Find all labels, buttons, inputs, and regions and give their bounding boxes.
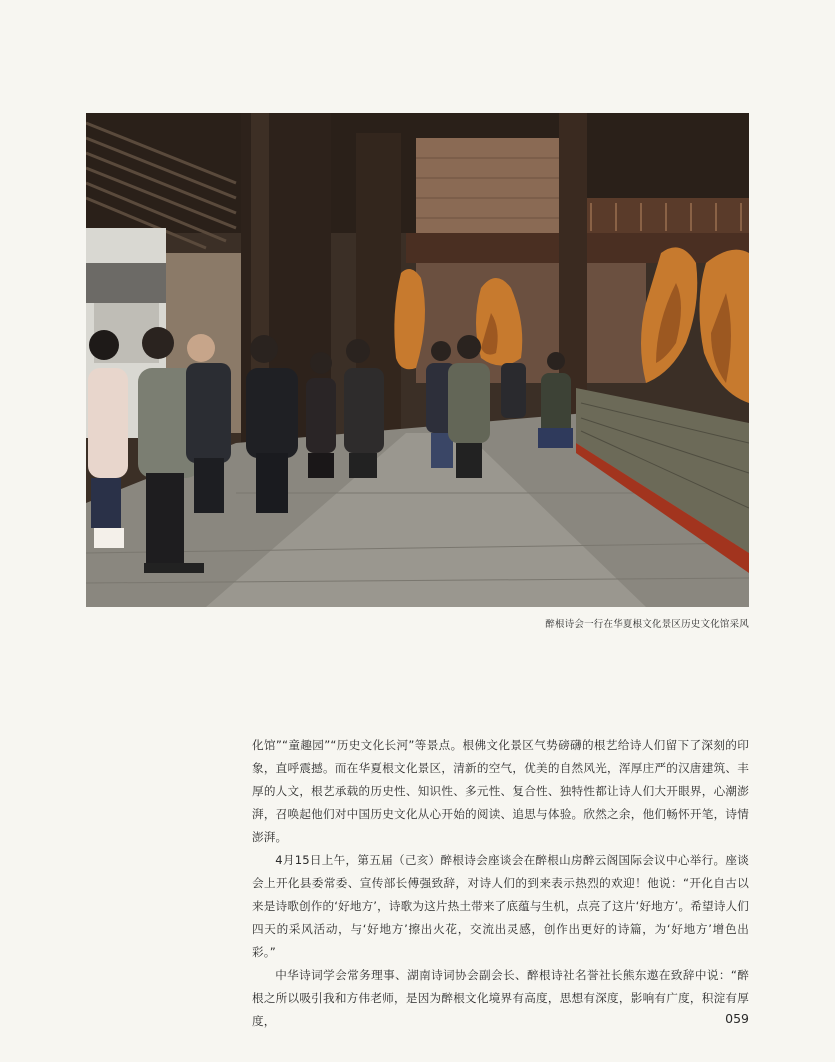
photo-caption: 醉根诗会一行在华夏根文化景区历史文化馆采风	[545, 619, 749, 630]
article-body	[252, 734, 749, 1033]
exhibition-hall-photo	[86, 113, 749, 607]
page-number: 059	[725, 1011, 749, 1026]
article-paragraph-3: 中华诗词学会常务理事、湖南诗词协会副会长、醉根诗社名誉社长熊东遨在致辞中说：“醉根之所以吸引我和方伟老师，是因为醉根文化境界有高度，思想有深度，影响有广度，积淀有厚度，	[252, 968, 749, 1028]
photo-illustration	[86, 113, 749, 607]
article-paragraph-1: 化馆”“童趣园”“历史文化长河”等景点。根佛文化景区气势磅礴的根艺给诗人们留下了深刻的印象，直呼震撼。而在华夏根文化景区，清新的空气，优美的自然风光，浑厚庄严的汉唐建筑、丰厚的人文，根艺承载的历史性、知识性、多元性、复合性、独特性都让诗人们大开眼界，心潮澎湃，召唤起他们对中国历史文化从心开始的阅读、追思与体验。欣然之余，他们畅怀开笔，诗情澎湃。	[252, 738, 749, 844]
article-paragraph-2: 4月15日上午，第五届（己亥）醉根诗会座谈会在醉根山房醉云阁国际会议中心举行。座谈会上开化县委常委、宣传部长傅强致辞，对诗人们的到来表示热烈的欢迎！他说：“开化自古以来是诗歌创作的‘好地方’，诗歌为这片热土带来了底蕴与生机，点亮了这片‘好地方’。希望诗人们四天的采风活动，与‘好地方’擦出火花，交流出灵感，创作出更好的诗篇，为‘好地方’增色出彩。”	[252, 853, 749, 959]
